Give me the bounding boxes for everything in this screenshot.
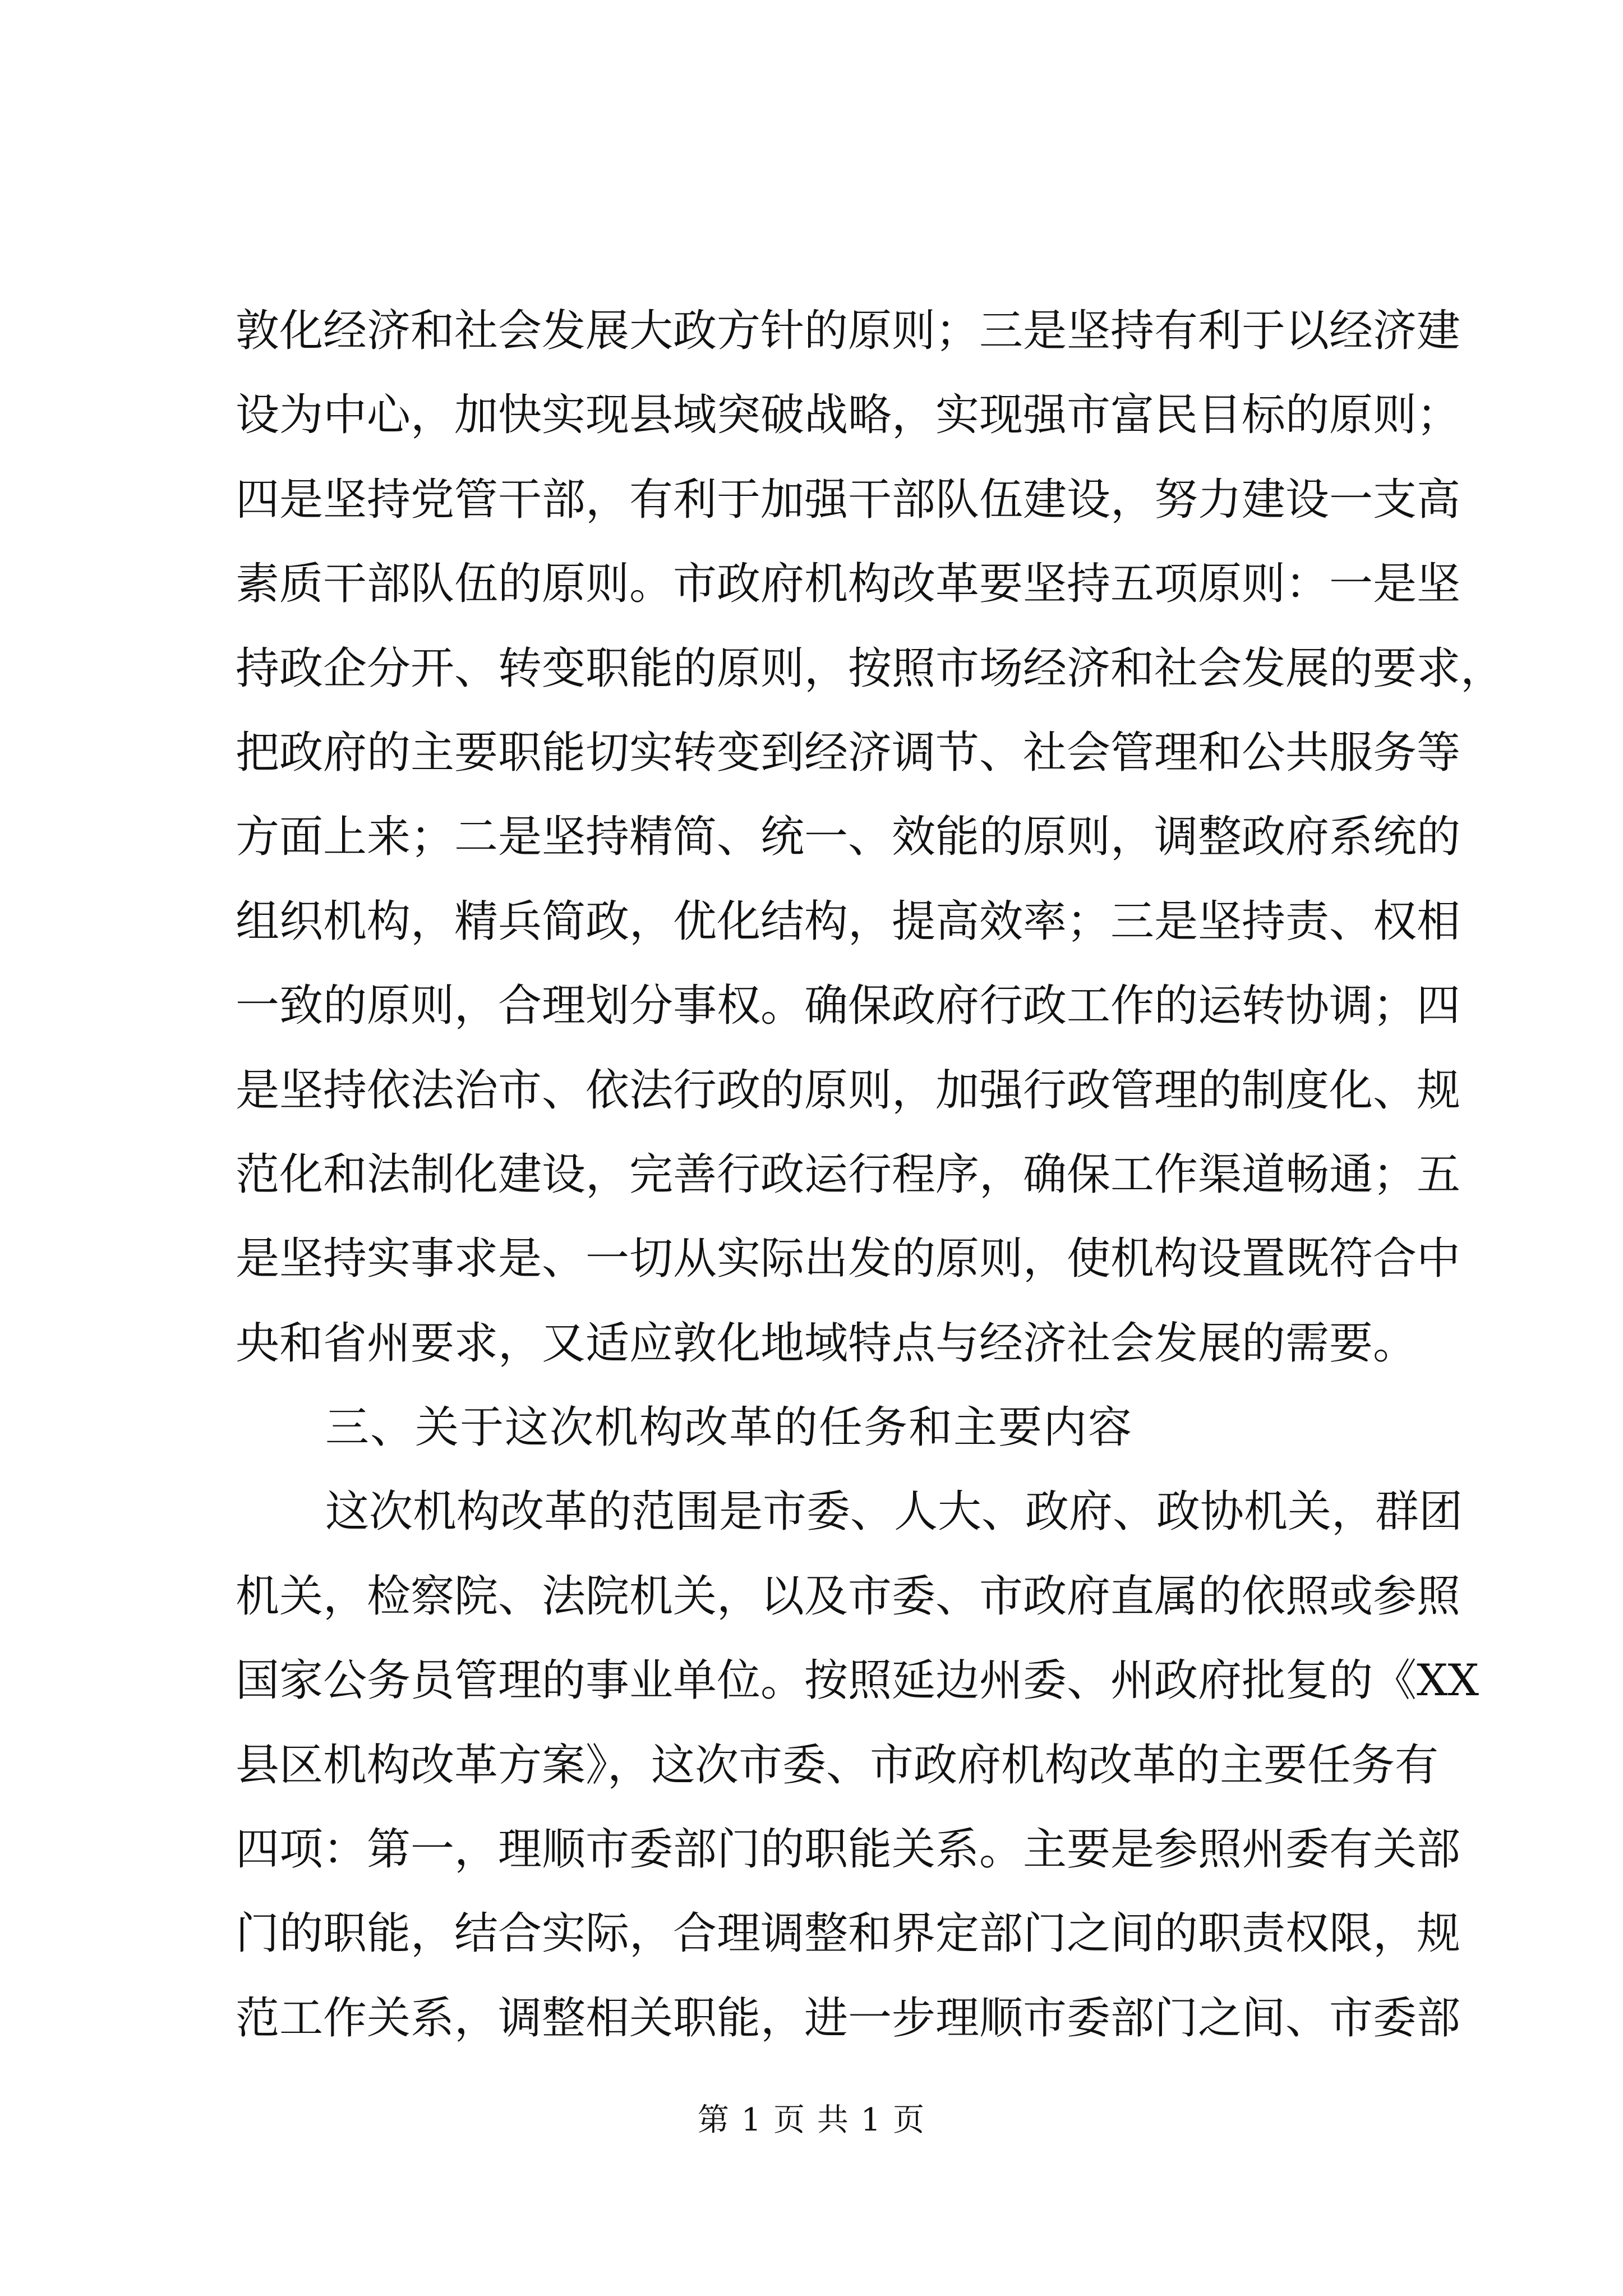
body-line: 央和省州要求，又适应敦化地域特点与经济社会发展的需要。 (236, 1318, 1417, 1369)
body-line: 是坚持实事求是、一切从实际出发的原则，使机构设置既符合中 (236, 1234, 1461, 1285)
body-line: 四是坚持党管干部，有利于加强干部队伍建设，努力建设一支高 (236, 474, 1461, 525)
body-line: 机关，检察院、法院机关，以及市委、市政府直属的依照或参照 (236, 1571, 1461, 1622)
body-line: 这次机构改革的范围是市委、人大、政府、政协机关，群团 (325, 1487, 1463, 1538)
body-line: 素质干部队伍的原则。市政府机构改革要坚持五项原则：一是坚 (236, 559, 1461, 610)
body-line: 范工作关系，调整相关职能，进一步理顺市委部门之间、市委部 (236, 1993, 1461, 2044)
body-line: 组织机构，精兵简政，优化结构，提高效率；三是坚持责、权相 (236, 896, 1461, 947)
section-heading: 三、关于这次机构改革的任务和主要内容 (325, 1402, 1133, 1453)
body-line: 方面上来；二是坚持精简、统一、效能的原则，调整政府系统的 (236, 812, 1461, 863)
body-line: 县区机构改革方案》，这次市委、市政府机构改革的主要任务有 (236, 1740, 1439, 1791)
body-line: 国家公务员管理的事业单位。按照延边州委、州政府批复的《XX (236, 1655, 1479, 1706)
body-line: 把政府的主要职能切实转变到经济调节、社会管理和公共服务等 (236, 727, 1461, 778)
body-line: 设为中心，加快实现县域突破战略，实现强市富民目标的原则； (236, 390, 1461, 441)
page-number-footer: 第 1 页 共 1 页 (697, 2102, 926, 2138)
body-line: 门的职能，结合实际，合理调整和界定部门之间的职责权限，规 (236, 1908, 1461, 1959)
body-line: 四项：第一，理顺市委部门的职能关系。主要是参照州委有关部 (236, 1824, 1461, 1875)
body-line: 敦化经济和社会发展大政方针的原则；三是坚持有利于以经济建 (236, 306, 1461, 356)
body-line: 一致的原则，合理划分事权。确保政府行政工作的运转协调；四 (236, 981, 1461, 1032)
document-body (236, 289, 1505, 2060)
body-line: 持政企分开、转变职能的原则，按照市场经济和社会发展的要求， (236, 643, 1505, 694)
body-line: 是坚持依法治市、依法行政的原则，加强行政管理的制度化、规 (236, 1065, 1461, 1116)
body-line: 范化和法制化建设，完善行政运行程序，确保工作渠道畅通；五 (236, 1149, 1461, 1200)
